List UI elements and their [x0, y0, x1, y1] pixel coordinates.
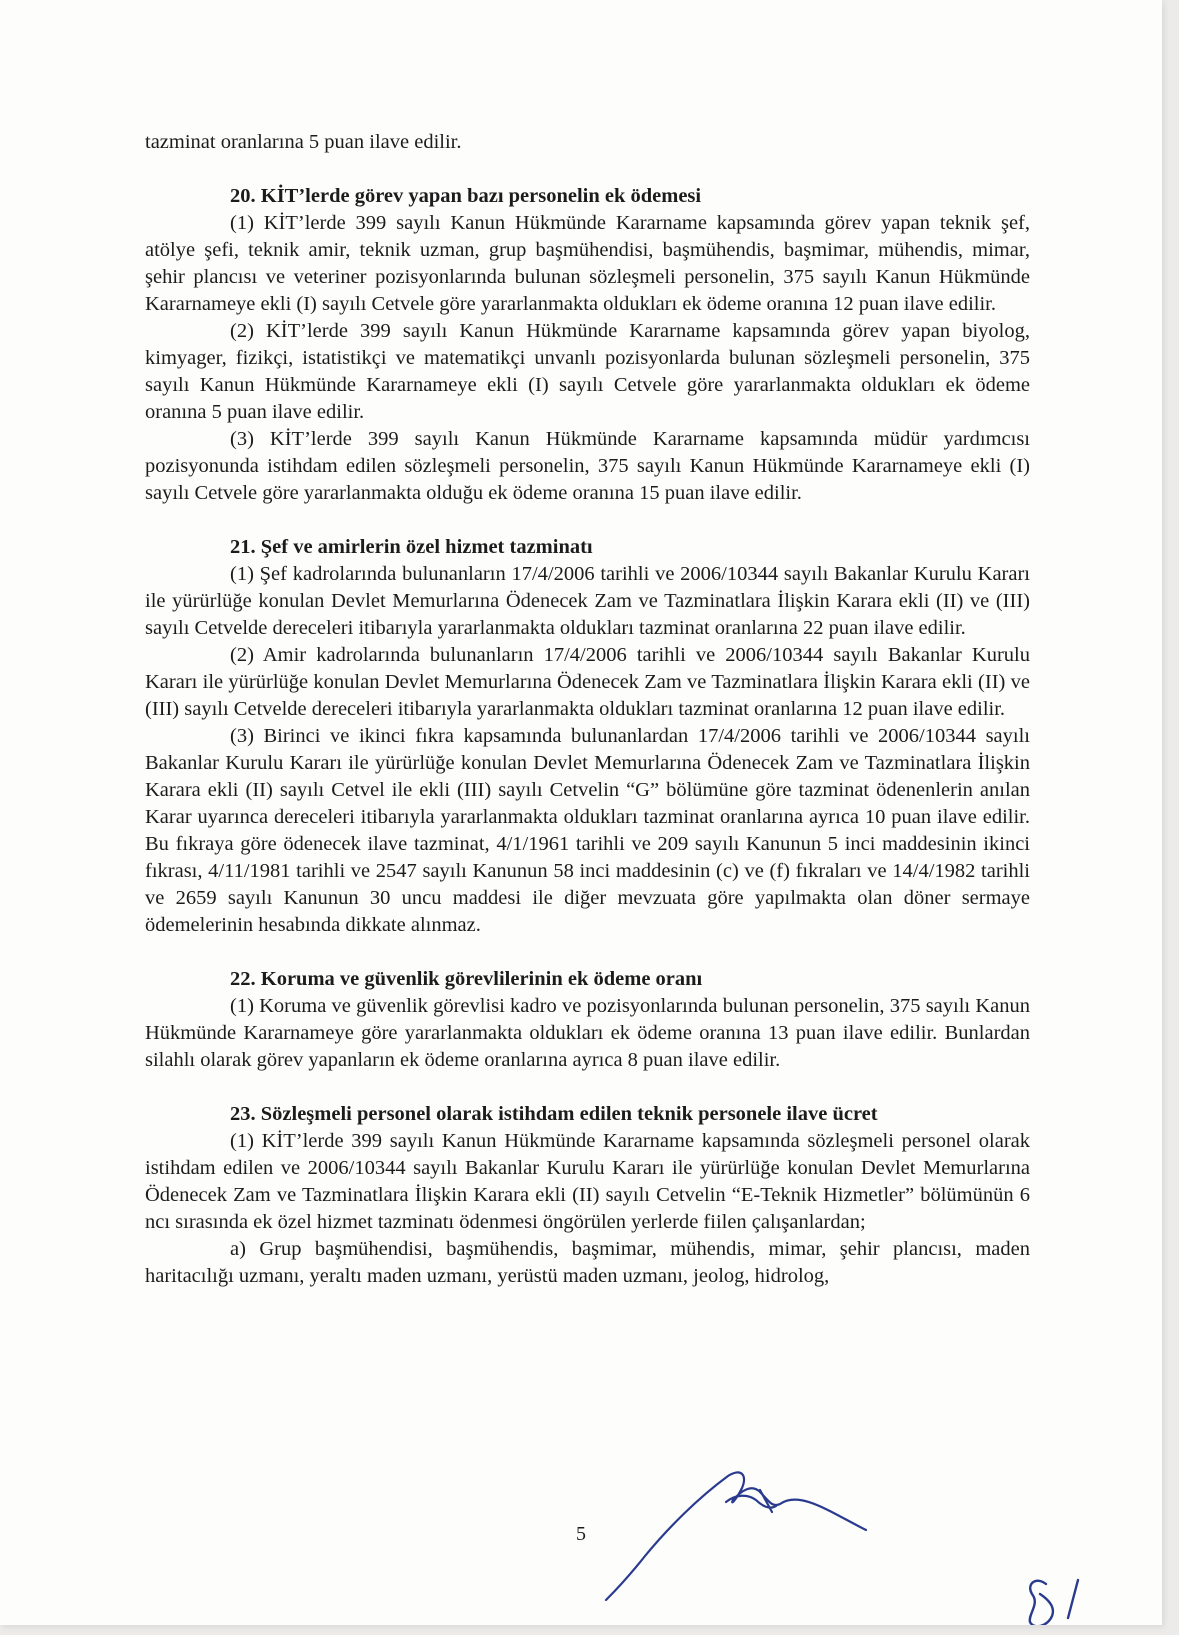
paragraph: (1) Koruma ve güvenlik görevlisi kadro ve pozisyonlarında bulunan personelin, 375 sayılı Kanun Hükmünde Kararnameye göre yararlanmakta oldukları ek ödeme oranına 13 puan ilave edilir. Bunlardan silahlı olarak görev yapanların ek ödeme oranlarına ayrıca 8 puan ilave edilir. [145, 995, 1030, 1071]
paragraph: (1) Şef kadrolarında bulunanların 17/4/2006 tarihli ve 2006/10344 sayılı Bakanlar Kurulu Kararı ile yürürlüğe konulan Devlet Memurlarına Ödenecek Zam ve Tazminatlara İlişkin Karara ekli (II) ve (III) sayılı Cetvelde dereceleri itibarıyla yararlanmakta oldukları tazminat oranlarına 22 puan ilave edilir. [145, 563, 1030, 639]
section-heading: 21. Şef ve amirlerin özel hizmet tazminatı [230, 536, 593, 558]
paragraph: (3) KİT’lerde 399 sayılı Kanun Hükmünde Kararname kapsamında müdür yardımcısı pozisyonunda istihdam edilen sözleşmeli personelin, 375 sayılı Kanun Hükmünde Kararnameye ekli (I) sayılı Cetvele göre yararlanmakta olduğu ek ödeme oranına 15 puan ilave edilir. [145, 428, 1030, 504]
section-heading: 23. Sözleşmeli personel olarak istihdam edilen teknik personele ilave ücret [230, 1103, 878, 1125]
paragraph: (2) KİT’lerde 399 sayılı Kanun Hükmünde Kararname kapsamında görev yapan biyolog, kimyager, fizikçi, istatistikçi ve matematikçi unvanlı pozisyonlarda bulunan sözleşmeli personelin, 375 sayılı Kanun Hükmünde Kararnameye ekli (I) sayılı Cetvele göre yararlanmakta oldukları ek ödeme oranına 5 puan ilave edilir. [145, 320, 1030, 423]
paragraph: (3) Birinci ve ikinci fıkra kapsamında bulunanlardan 17/4/2006 tarihli ve 2006/10344 sayılı Bakanlar Kurulu Kararı ile yürürlüğe konulan Devlet Memurlarına Ödenecek Zam ve Tazminatlara İlişkin Karara ekli (II) sayılı Cetvel ile ekli (III) sayılı Cetvelin “G” bölümüne göre tazminat ödenenlerin anılan Karar uyarınca dereceleri itibarıyla yararlanmakta oldukları tazminat oranlarına ayrıca 10 puan ilave edilir. Bu fıkraya göre ödenecek ilave tazminat, 4/1/1961 tarihli ve 209 sayılı Kanunun 5 inci maddesinin ikinci fıkrası, 4/11/1981 tarihli ve 2547 sayılı Kanunun 58 inci maddesinin (c) ve (f) fıkraları ve 14/4/1982 tarihli ve 2659 sayılı Kanunun 30 uncu maddesi ile diğer mevzuata göre yapılmakta olan döner sermaye ödemelerinin hesabında dikkate alınmaz. [145, 725, 1030, 936]
paragraph: (2) Amir kadrolarında bulunanların 17/4/2006 tarihli ve 2006/10344 sayılı Bakanlar Kurulu Kararı ile yürürlüğe konulan Devlet Memurlarına Ödenecek Zam ve Tazminatlara İlişkin Karara ekli (II) ve (III) sayılı Cetvelde dereceleri itibarıyla yararlanmakta oldukları tazminat oranlarına 12 puan ilave edilir. [145, 644, 1030, 720]
paragraph: (1) KİT’lerde 399 sayılı Kanun Hükmünde Kararname kapsamında sözleşmeli personel olarak istihdam edilen ve 2006/10344 sayılı Bakanlar Kurulu Kararı ile yürürlüğe konulan Devlet Memurlarına Ödenecek Zam ve Tazminatlara İlişkin Karara ekli (II) sayılı Cetvelin “E-Teknik Hizmetler” bölümünün 6 ncı sırasında ek özel hizmet tazminatı ödenmesi öngörülen yerlerde fiilen çalışanlardan; [145, 1130, 1030, 1233]
section-heading: 22. Koruma ve güvenlik görevlilerinin ek ödeme oranı [230, 968, 703, 990]
section-heading: 20. KİT’lerde görev yapan bazı personelin ek ödemesi [230, 185, 702, 207]
initials-mark [1030, 1580, 1078, 1625]
paragraph: (1) KİT’lerde 399 sayılı Kanun Hükmünde Kararname kapsamında görev yapan teknik şef, atölye şefi, teknik amir, teknik uzman, grup başmühendisi, başmühendis, başmimar, mühendis, mimar, şehir plancısı ve veteriner pozisyonlarında bulunan sözleşmeli personelin, 375 sayılı Kanun Hükmünde Kararnameye ekli (I) sayılı Cetvele göre yararlanmakta oldukları ek ödeme oranına 12 puan ilave edilir. [145, 212, 1030, 315]
paragraph: a) Grup başmühendisi, başmühendis, başmimar, mühendis, mimar, şehir plancısı, maden haritacılığı uzmanı, yeraltı maden uzmanı, yerüstü maden uzmanı, jeolog, hidrolog, [145, 1238, 1030, 1287]
page-number: 5 [576, 1523, 586, 1545]
lead-line: tazminat oranlarına 5 puan ilave edilir. [145, 131, 462, 153]
